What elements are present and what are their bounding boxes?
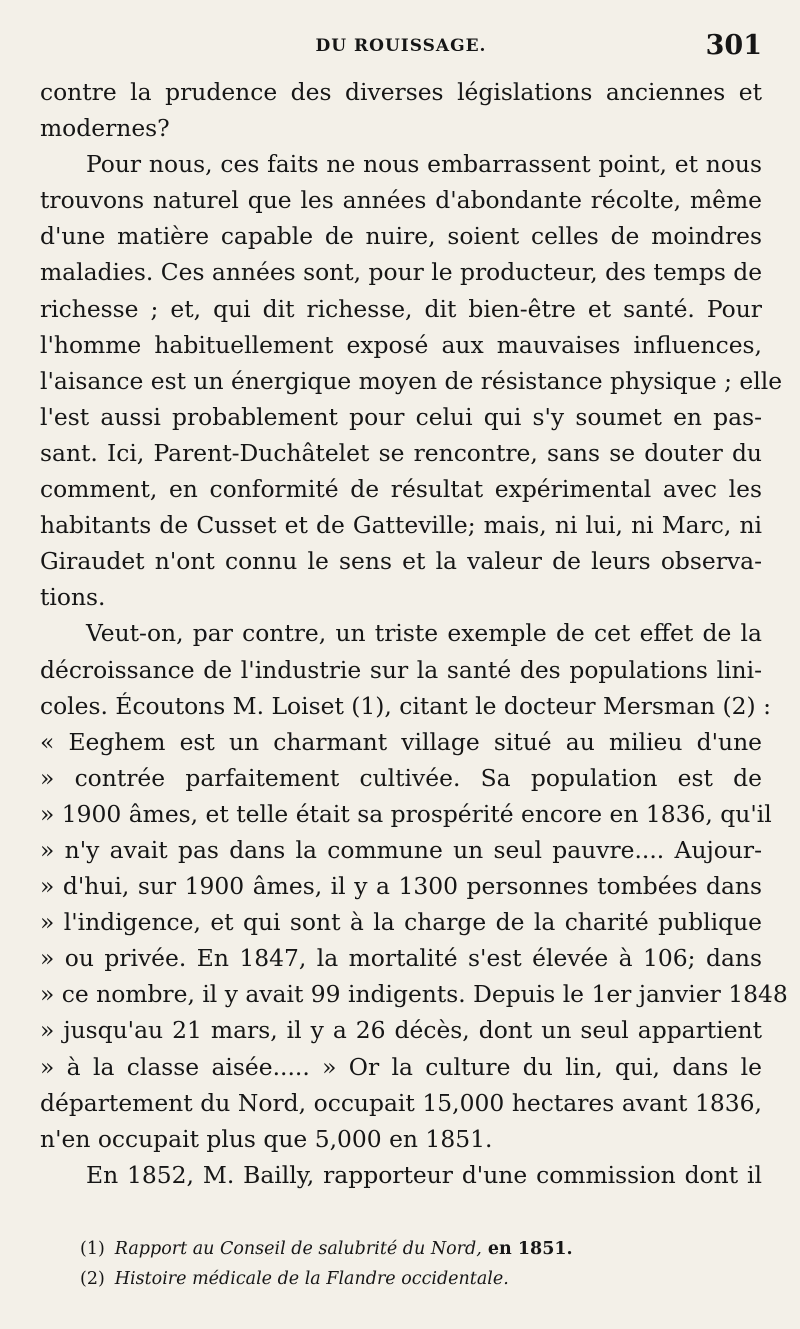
text-line: l'est aussi probablement pour celui qui s'y soumet en pas-	[40, 402, 762, 431]
text-line: l'aisance est un énergique moyen de résistance physique ; elle	[40, 366, 783, 395]
text-line: Veut-on, par contre, un triste exemple de cet effet de la	[86, 619, 762, 648]
text-line: trouvons naturel que les années d'abondante récolte, même	[40, 186, 762, 215]
quote-line: » jusqu'au 21 mars, il y a 26 décès, dont un seul appartient	[40, 1016, 762, 1045]
quote-line: » ce nombre, il y avait 99 indigents. Depuis le 1er janvier 1848	[40, 980, 788, 1009]
text-line: Pour nous, ces faits ne nous embarrassent point, et nous	[86, 150, 762, 179]
running-title: DU ROUISSAGE.	[315, 36, 487, 56]
quote-line: » n'y avait pas dans la commune un seul pauvre.... Aujour-	[40, 835, 762, 864]
footnote-1	[80, 1234, 770, 1264]
footnote-2	[80, 1264, 770, 1294]
text-line: n'en occupait plus que 5,000 en 1851.	[40, 1124, 493, 1153]
text-line: comment, en conformité de résultat expérimental avec les	[40, 475, 762, 504]
footnote-date: en 1851.	[481, 1239, 573, 1259]
quote-line: » contrée parfaitement cultivée. Sa population est de	[40, 763, 762, 792]
text-line: En 1852, M. Bailly, rapporteur d'une commission dont il	[86, 1160, 762, 1189]
footnote-source-title: Histoire médicale de la Flandre occidentale.	[114, 1269, 509, 1289]
text-line: coles. Écoutons M. Loiset (1), citant le docteur Mersman (2) :	[40, 691, 772, 720]
text-line: Giraudet n'ont connu le sens et la valeur de leurs observa-	[40, 547, 762, 576]
quote-line: » d'hui, sur 1900 âmes, il y a 1300 personnes tombées dans	[40, 872, 762, 901]
quote-line: » l'indigence, et qui sont à la charge de la charité publique	[40, 908, 762, 937]
quote-line: « Eeghem est un charmant village situé au milieu d'une	[40, 727, 762, 756]
text-line: habitants de Cusset et de Gatteville; mais, ni lui, ni Marc, ni	[40, 511, 762, 540]
text-line: tions.	[40, 583, 106, 612]
body-text	[40, 74, 788, 1193]
text-line: d'une matière capable de nuire, soient celles de moindres	[40, 222, 762, 251]
quote-line: » 1900 âmes, et telle était sa prospérité encore en 1836, qu'il	[40, 799, 772, 828]
text-line: sant. Ici, Parent-Duchâtelet se rencontre, sans se douter du	[40, 438, 762, 467]
page-number: 301	[705, 30, 762, 61]
text-line: département du Nord, occupait 15,000 hectares avant 1836,	[40, 1088, 762, 1117]
footnote-source-title: Rapport au Conseil de salubrité du Nord,	[114, 1239, 482, 1259]
text-line: décroissance de l'industrie sur la santé des populations lini-	[40, 655, 762, 684]
text-line: richesse ; et, qui dit richesse, dit bien-être et santé. Pour	[40, 294, 762, 323]
quote-line: » ou privée. En 1847, la mortalité s'est élevée à 106; dans	[40, 944, 762, 973]
text-line: contre la prudence des diverses législations anciennes et	[40, 78, 762, 106]
text-line: maladies. Ces années sont, pour le producteur, des temps de	[40, 258, 763, 287]
footnotes	[80, 1234, 770, 1294]
footnote-marker: (2)	[80, 1269, 105, 1289]
footnote-marker: (1)	[80, 1239, 105, 1259]
page-header	[40, 30, 762, 70]
quote-line: » à la classe aisée..... » Or la culture du lin, qui, dans le	[40, 1052, 762, 1081]
text-line: modernes?	[40, 114, 170, 143]
text-line: l'homme habituellement exposé aux mauvaises influences,	[40, 330, 762, 359]
